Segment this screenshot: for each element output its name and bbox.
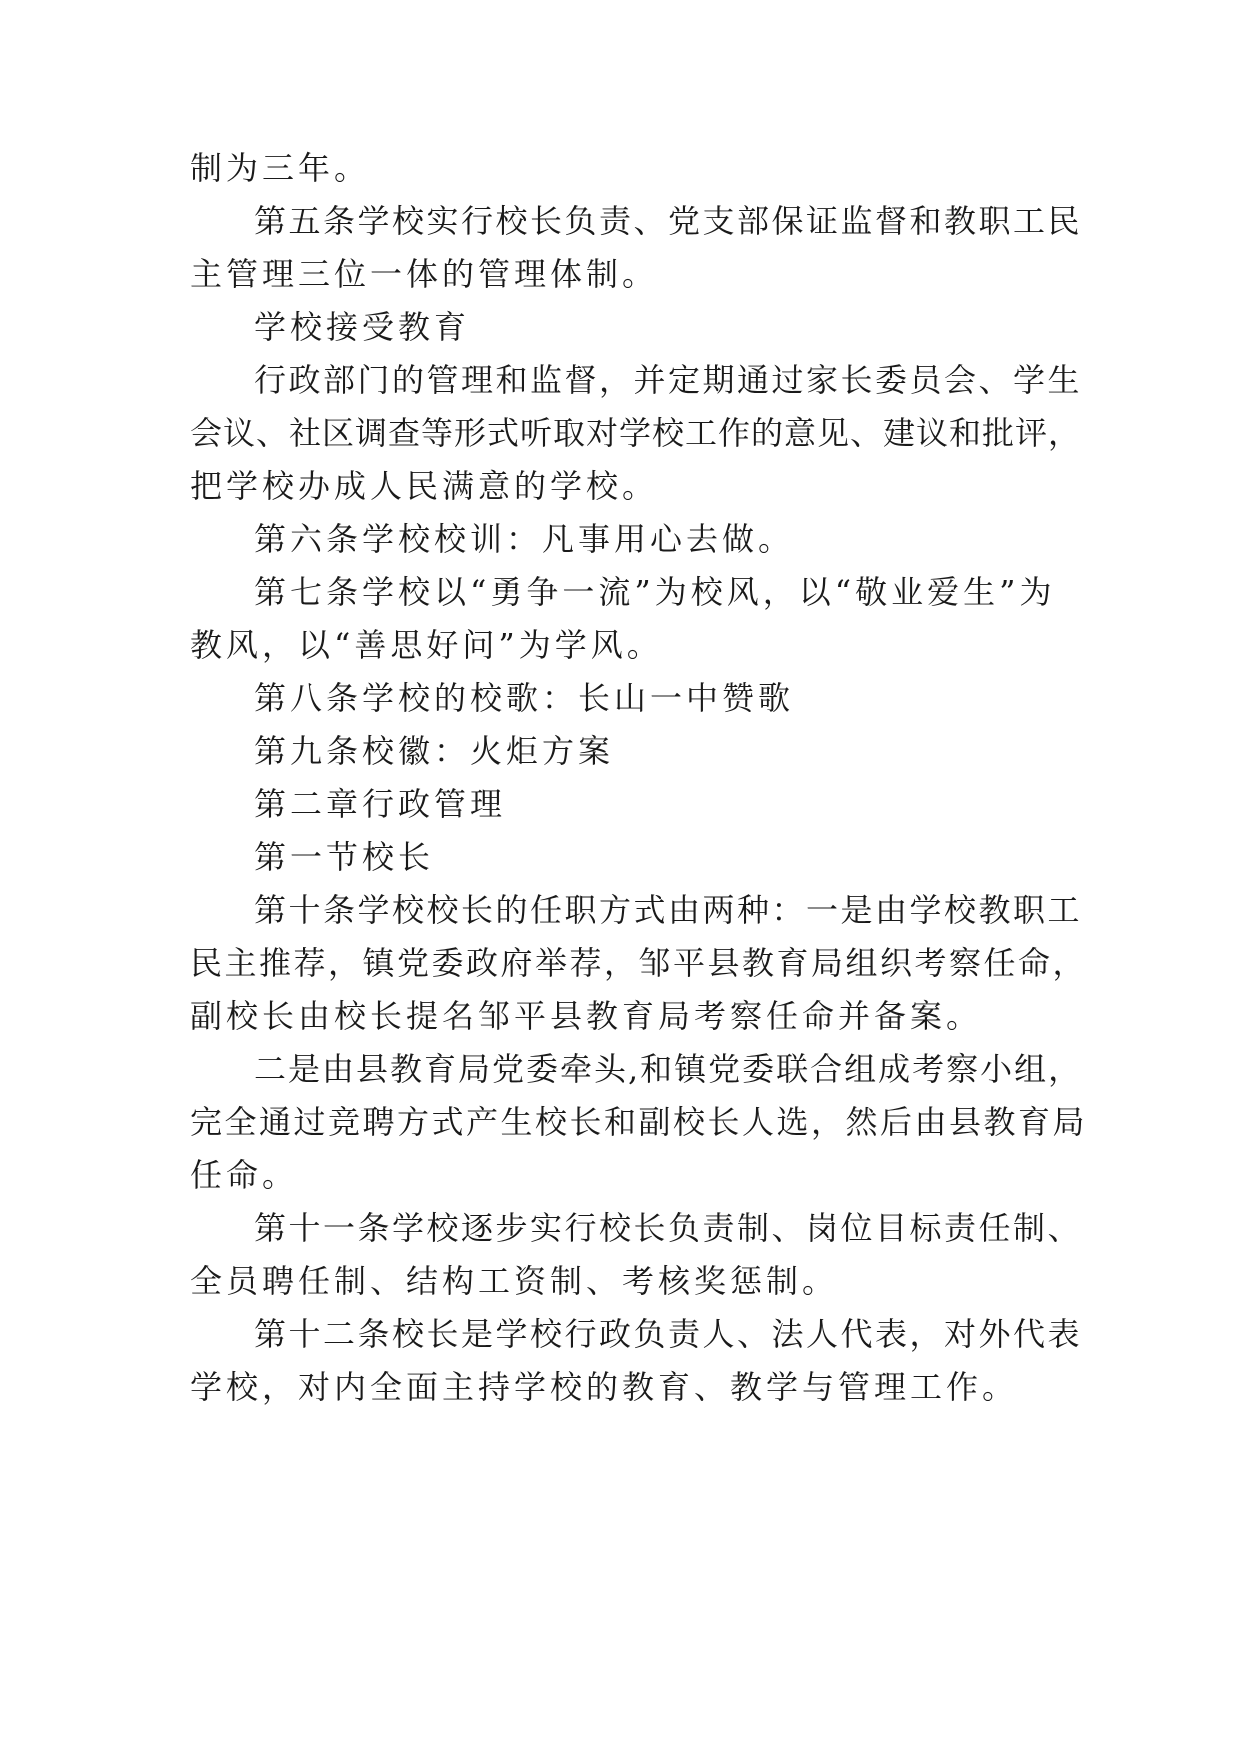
text-line: 学校，对内全面主持学校的教育、教学与管理工作。 xyxy=(190,1368,1019,1406)
text-line: 会议、社区调查等形式听取对学校工作的意见、建议和批评， xyxy=(190,414,1082,452)
text-line: 把学校办成人民满意的学校。 xyxy=(190,467,659,505)
text-line: 民主推荐，镇党委政府举荐，邹平县教育局组织考察任命， xyxy=(190,944,1088,982)
text-line: 教风，以“善思好问”为学风。 xyxy=(190,626,663,664)
text-line: 第七条学校以“勇争一流”为校风，以“敬业爱生”为 xyxy=(254,573,1056,611)
text-line: 完全通过竞聘方式产生校长和副校长人选，然后由县教育局 xyxy=(190,1103,1088,1141)
text-line: 第六条学校校训：凡事用心去做。 xyxy=(254,520,795,558)
text-line: 第十二条校长是学校行政负责人、法人代表，对外代表 xyxy=(254,1315,1083,1353)
text-line: 制为三年。 xyxy=(190,149,371,187)
text-line: 第五条学校实行校长负责、党支部保证监督和教职工民 xyxy=(254,202,1083,240)
text-line: 二是由县教育局党委牵头,和镇党委联合组成考察小组， xyxy=(254,1050,1083,1088)
text-line: 全员聘任制、结构工资制、考核奖惩制。 xyxy=(190,1262,839,1300)
text-line: 任命。 xyxy=(190,1156,299,1194)
text-line: 学校接受教育 xyxy=(254,308,471,346)
text-line: 第八条学校的校歌：长山一中赞歌 xyxy=(254,679,795,717)
text-line: 第十一条学校逐步实行校长负责制、岗位目标责任制、 xyxy=(254,1209,1083,1247)
text-line: 第一节校长 xyxy=(254,838,435,876)
text-line: 副校长由校长提名邹平县教育局考察任命并备案。 xyxy=(190,997,983,1035)
text-line: 行政部门的管理和监督，并定期通过家长委员会、学生 xyxy=(254,361,1083,399)
text-line: 主管理三位一体的管理体制。 xyxy=(190,255,659,293)
text-line: 第二章行政管理 xyxy=(254,785,507,823)
text-line: 第十条学校校长的任职方式由两种：一是由学校教职工 xyxy=(254,891,1083,929)
text-line: 第九条校徽：火炬方案 xyxy=(254,732,615,770)
